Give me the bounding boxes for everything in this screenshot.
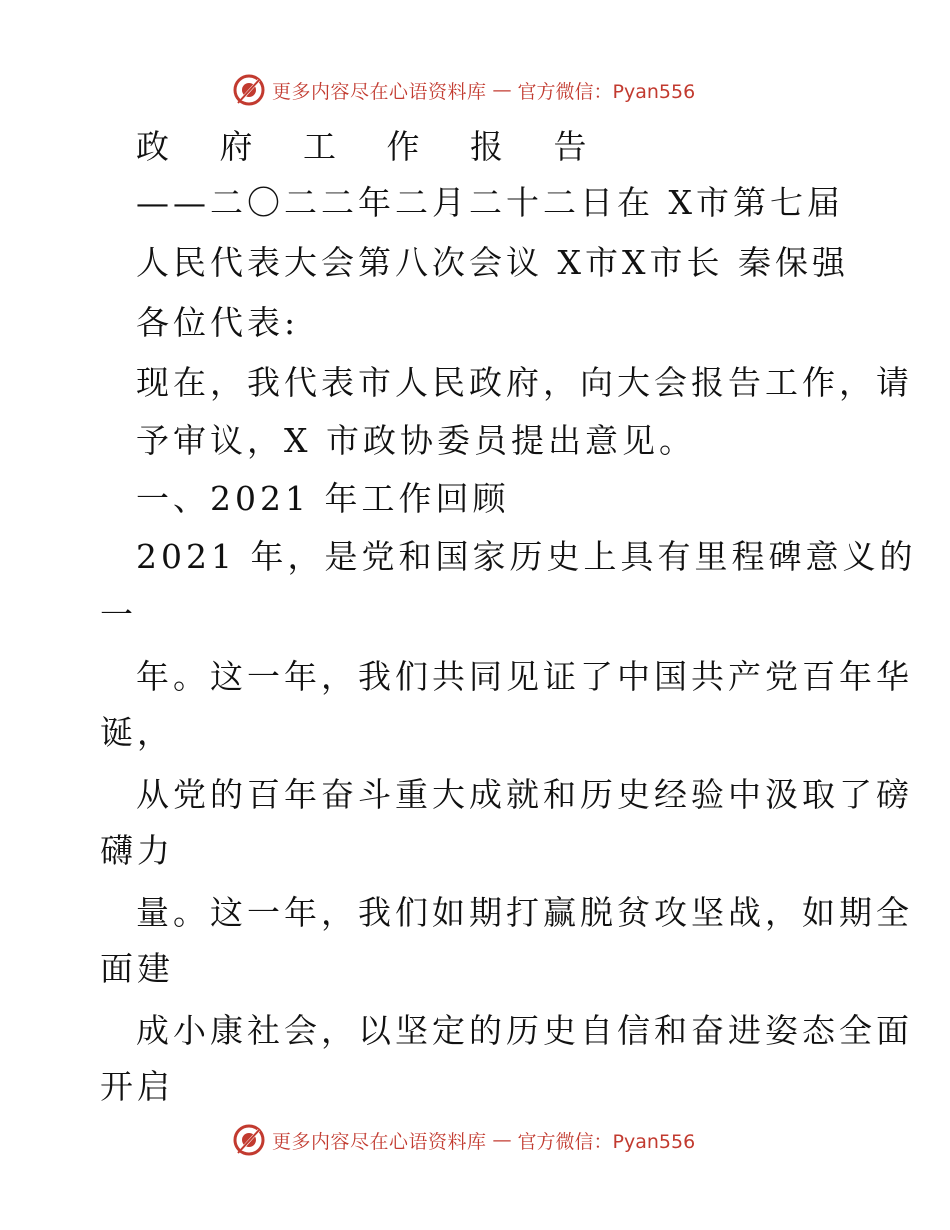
brand-logo-icon — [232, 1123, 266, 1157]
paragraph-line: 开启 — [100, 1067, 174, 1106]
banner-text: 更多内容尽在心语资料库 — [272, 1130, 487, 1153]
banner-separator: — — [492, 79, 512, 101]
banner-separator: — — [492, 1129, 512, 1151]
paragraph-line: 予审议，X 市政协委员提出意见。 — [136, 421, 696, 460]
paragraph-line: 量。这一年，我们如期打赢脱贫攻坚战，如期全 — [136, 893, 913, 932]
paragraph-line: 年。这一年，我们共同见证了中国共产党百年华 — [136, 657, 913, 696]
header-watermark-banner — [232, 70, 752, 110]
paragraph-line: 成小康社会，以坚定的历史自信和奋进姿态全面 — [136, 1011, 913, 1050]
footer-watermark-banner — [232, 1120, 752, 1160]
banner-contact: 官方微信：Pyan556 — [517, 1130, 696, 1153]
paragraph-line: 2021 年，是党和国家历史上具有里程碑意义的 — [136, 537, 917, 576]
subtitle-line: 人民代表大会第八次会议 X市X市长 秦保强 — [136, 243, 849, 282]
brand-logo-icon — [232, 73, 266, 107]
banner-contact: 官方微信：Pyan556 — [517, 80, 696, 103]
subtitle-line: ——二〇二二年二月二十二日在 X市第七届 — [136, 183, 844, 222]
document-title: 政 府 工 作 报 告 — [136, 127, 607, 166]
paragraph-line: 诞， — [100, 713, 174, 752]
salutation: 各位代表: — [136, 303, 300, 342]
paragraph-line: 从党的百年奋斗重大成就和历史经验中汲取了磅 — [136, 775, 913, 814]
paragraph-line: 一 — [100, 595, 137, 634]
banner-text: 更多内容尽在心语资料库 — [272, 80, 487, 103]
section-heading: 一、2021 年工作回顾 — [136, 479, 510, 518]
paragraph-line: 面建 — [100, 949, 174, 988]
paragraph-line: 现在，我代表市人民政府，向大会报告工作，请 — [136, 363, 913, 402]
paragraph-line: 礴力 — [100, 831, 174, 870]
